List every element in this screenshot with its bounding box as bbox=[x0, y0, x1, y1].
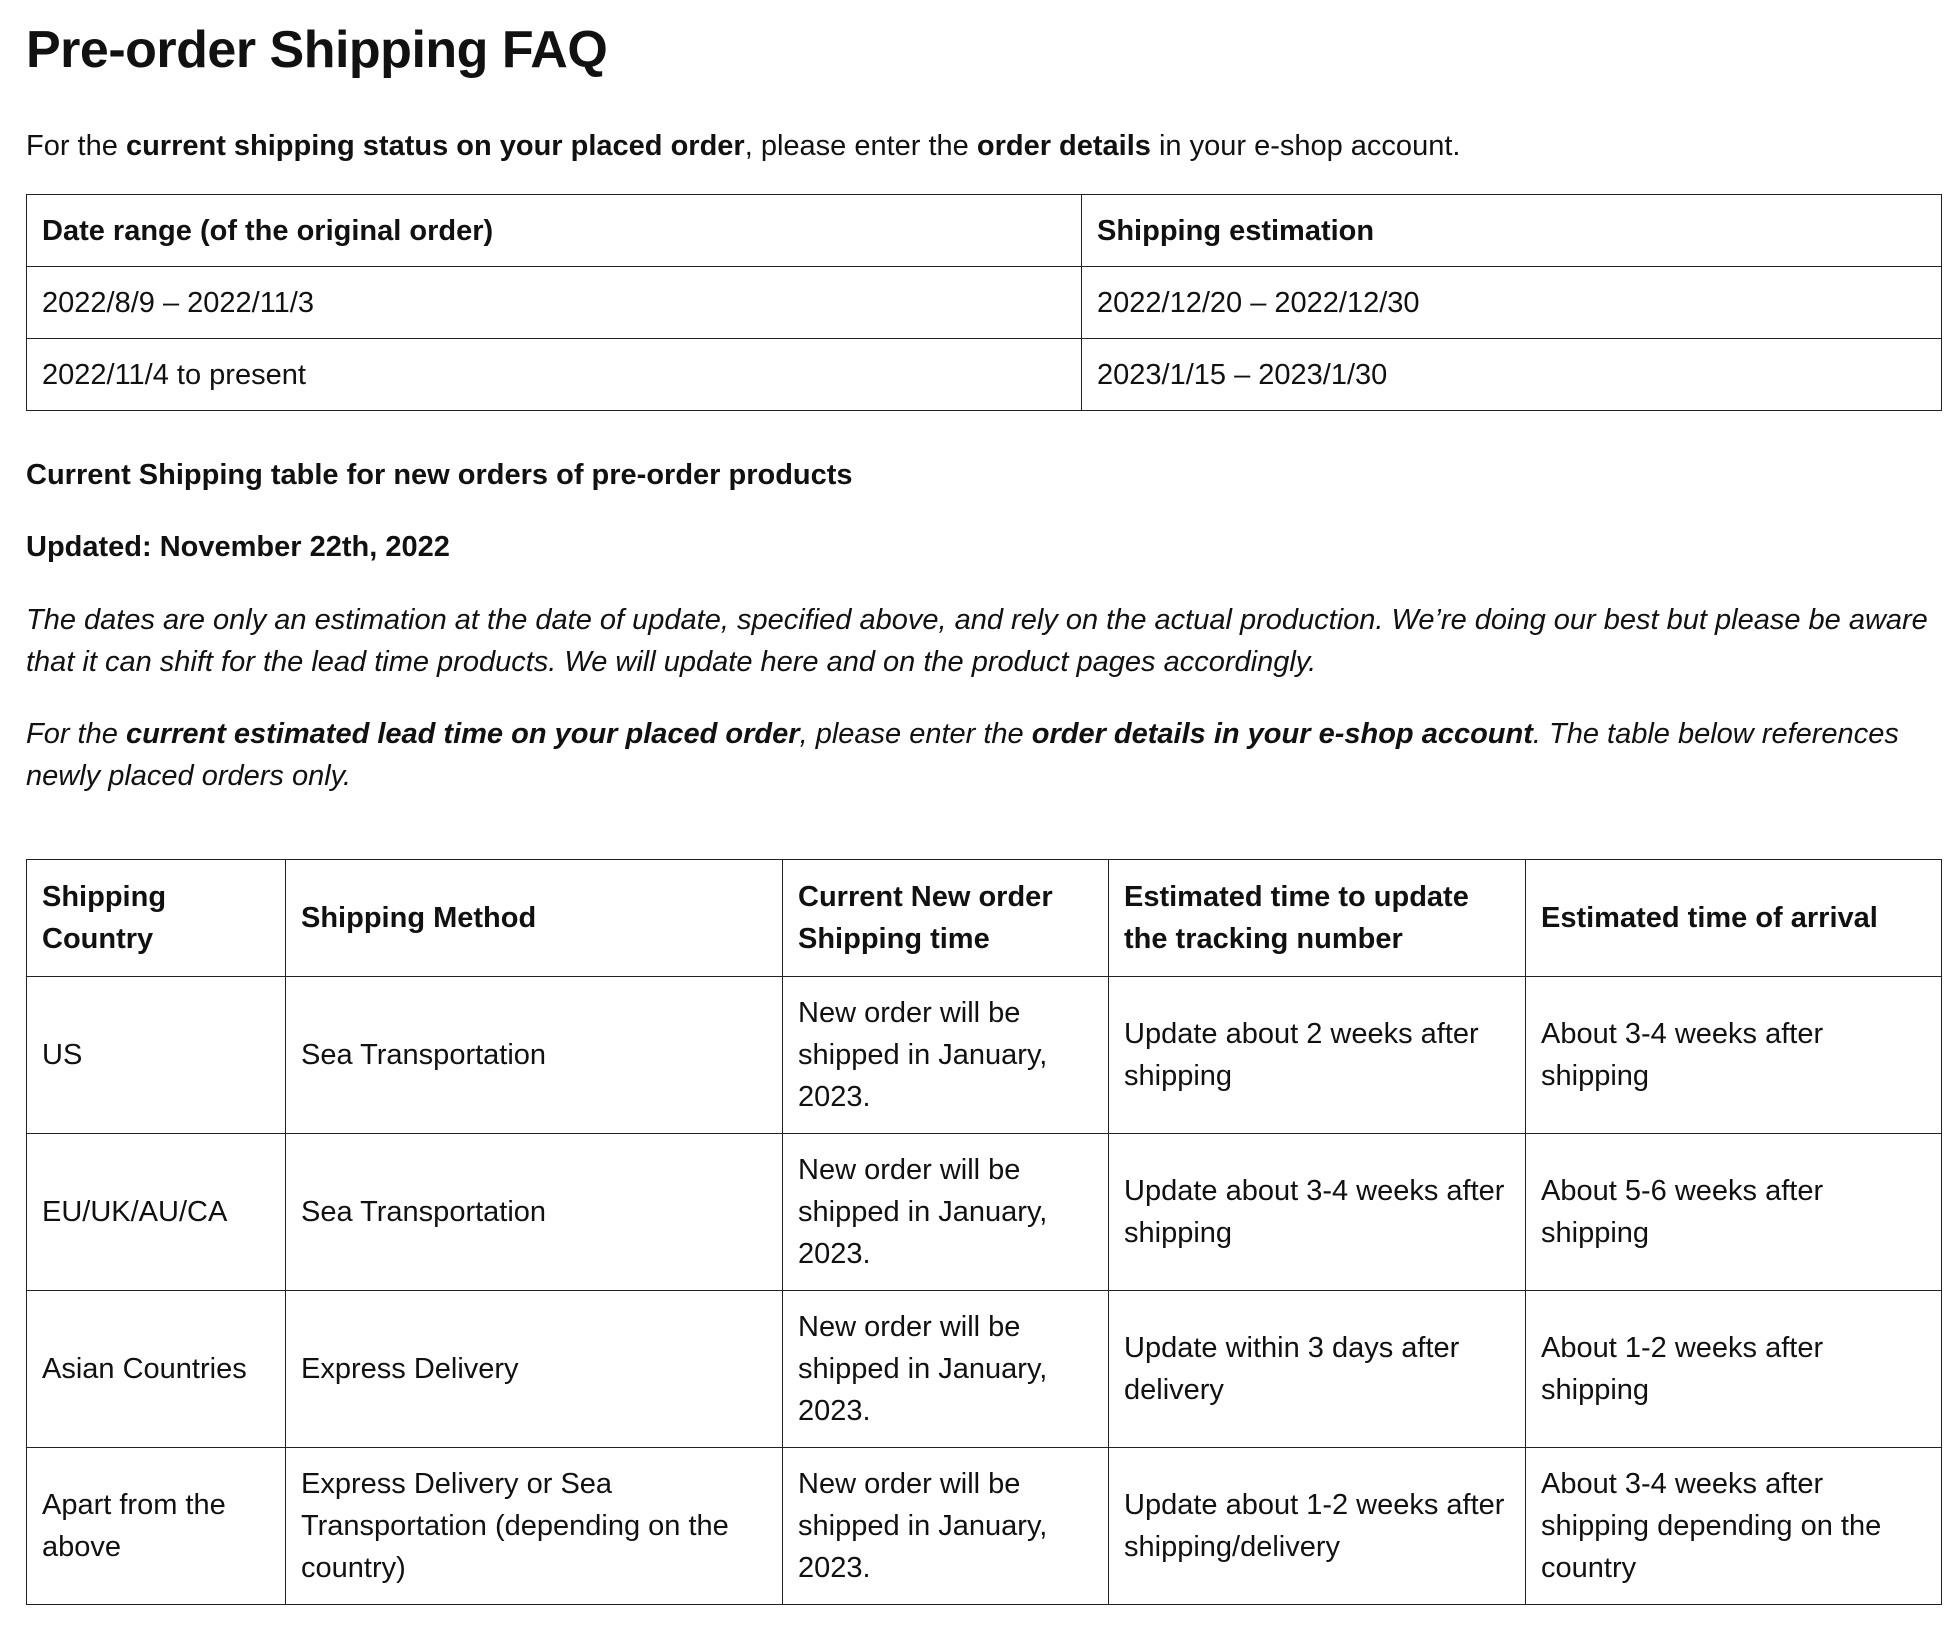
header-tracking-update: Estimated time to update the tracking number bbox=[1109, 860, 1526, 977]
table-row bbox=[27, 267, 1942, 339]
table-header-row bbox=[27, 860, 1942, 977]
header-arrival-time: Estimated time of arrival bbox=[1526, 860, 1942, 977]
page-title: Pre-order Shipping FAQ bbox=[26, 21, 608, 79]
intro-text-post: in your e-shop account. bbox=[1150, 130, 1461, 162]
header-shipping-time: Current New order Shipping time bbox=[783, 860, 1109, 977]
table-row bbox=[27, 1291, 1942, 1448]
header-shipping-method: Shipping Method bbox=[286, 860, 783, 977]
cell-country: Apart from the above bbox=[27, 1448, 286, 1605]
header-shipping-estimation: Shipping estimation bbox=[1082, 195, 1942, 267]
intro-text-pre: For the bbox=[26, 130, 126, 162]
cell-country: EU/UK/AU/CA bbox=[27, 1134, 286, 1291]
cell-country: US bbox=[27, 977, 286, 1134]
table-row bbox=[27, 1448, 1942, 1605]
cell-date-range: 2022/8/9 – 2022/11/3 bbox=[27, 267, 1082, 339]
date-range-table bbox=[26, 194, 1942, 411]
section-title: Current Shipping table for new orders of pre-order products bbox=[26, 459, 853, 491]
intro-text-mid: , please enter the bbox=[744, 130, 977, 162]
estimation-note: The dates are only an estimation at the date of update, specified above, and rely on the actual production. We’re doing our best but please be aware that it can shift for the lead time products. We will update here and on the product pages accordingly. bbox=[26, 604, 1928, 678]
cell-tracking-update: Update about 2 weeks after shipping bbox=[1109, 977, 1526, 1134]
table-header-row bbox=[27, 195, 1942, 267]
table-row bbox=[27, 1134, 1942, 1291]
shipping-table bbox=[26, 859, 1942, 1605]
updated-date: Updated: November 22th, 2022 bbox=[26, 531, 450, 563]
lead-note-text-post: . The table below references newly placed orders only. bbox=[26, 718, 1899, 792]
header-shipping-country: Shipping Country bbox=[27, 860, 286, 977]
table-row bbox=[27, 977, 1942, 1134]
cell-method: Express Delivery or Sea Transportation (depending on the country) bbox=[286, 1448, 783, 1605]
cell-method: Sea Transportation bbox=[286, 977, 783, 1134]
lead-time-note bbox=[26, 713, 1933, 797]
intro-bold-order-details: order details bbox=[976, 130, 1151, 162]
cell-arrival-time: About 1-2 weeks after shipping bbox=[1526, 1291, 1942, 1448]
lead-note-text-pre: For the bbox=[26, 718, 126, 750]
cell-shipping-estimation: 2022/12/20 – 2022/12/30 bbox=[1082, 267, 1942, 339]
cell-country: Asian Countries bbox=[27, 1291, 286, 1448]
cell-shipping-estimation: 2023/1/15 – 2023/1/30 bbox=[1082, 339, 1942, 411]
cell-arrival-time: About 3-4 weeks after shipping bbox=[1526, 977, 1942, 1134]
intro-paragraph bbox=[26, 126, 1933, 166]
lead-note-bold-lead-time: current estimated lead time on your placed order bbox=[125, 718, 800, 750]
lead-note-bold-order-details: order details in your e-shop account bbox=[1031, 718, 1533, 750]
header-date-range: Date range (of the original order) bbox=[27, 195, 1082, 267]
cell-method: Express Delivery bbox=[286, 1291, 783, 1448]
cell-tracking-update: Update within 3 days after delivery bbox=[1109, 1291, 1526, 1448]
lead-note-text-mid: , please enter the bbox=[799, 718, 1032, 750]
table-row bbox=[27, 339, 1942, 411]
cell-arrival-time: About 5-6 weeks after shipping bbox=[1526, 1134, 1942, 1291]
cell-shipping-time: New order will be shipped in January, 2023. bbox=[783, 1134, 1109, 1291]
cell-shipping-time: New order will be shipped in January, 2023. bbox=[783, 1291, 1109, 1448]
cell-method: Sea Transportation bbox=[286, 1134, 783, 1291]
cell-tracking-update: Update about 1-2 weeks after shipping/delivery bbox=[1109, 1448, 1526, 1605]
cell-date-range: 2022/11/4 to present bbox=[27, 339, 1082, 411]
cell-shipping-time: New order will be shipped in January, 2023. bbox=[783, 1448, 1109, 1605]
intro-bold-shipping-status: current shipping status on your placed order bbox=[125, 130, 745, 162]
cell-arrival-time: About 3-4 weeks after shipping depending on the country bbox=[1526, 1448, 1942, 1605]
cell-tracking-update: Update about 3-4 weeks after shipping bbox=[1109, 1134, 1526, 1291]
cell-shipping-time: New order will be shipped in January, 2023. bbox=[783, 977, 1109, 1134]
